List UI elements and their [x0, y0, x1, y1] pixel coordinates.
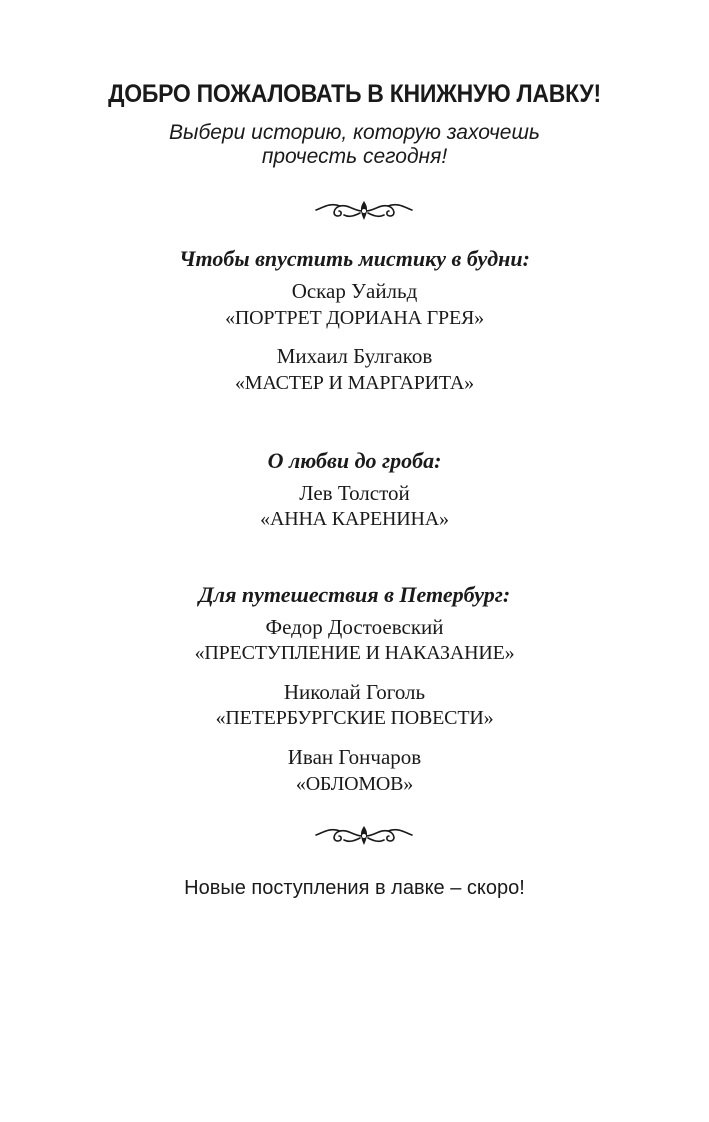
book-title: «ПРЕСТУПЛЕНИЕ И НАКАЗАНИЕ»: [194, 642, 515, 664]
page-title: ДОБРО ПОЖАЛОВАТЬ В КНИЖНУЮ ЛАВКУ!: [108, 80, 601, 108]
section-heading-love: О любви до гроба:: [267, 448, 442, 473]
book-author: Федор Достоевский: [265, 615, 444, 639]
subtitle-line-2: прочесть сегодня!: [261, 145, 448, 168]
section-heading-mysticism: Чтобы впустить мистику в будни:: [179, 246, 530, 271]
book-title: «ПЕТЕРБУРГСКИЕ ПОВЕСТИ»: [215, 707, 494, 729]
flourish-ornament-icon: [314, 198, 414, 224]
flourish-ornament-icon: [314, 823, 414, 849]
book-author: Оскар Уайльд: [291, 279, 418, 303]
book-title: «ОБЛОМОВ»: [295, 773, 414, 795]
book-title: «МАСТЕР И МАРГАРИТА»: [235, 372, 474, 394]
book-author: Лев Толстой: [299, 481, 410, 505]
section-heading-petersburg: Для путешествия в Петербург:: [198, 582, 511, 607]
book-title: «АННА КАРЕНИНА»: [260, 508, 449, 530]
book-title: «ПОРТРЕТ ДОРИАНА ГРЕЯ»: [225, 307, 484, 329]
book-author: Иван Гончаров: [287, 745, 422, 769]
book-author: Михаил Булгаков: [276, 344, 433, 368]
book-author: Николай Гоголь: [283, 680, 426, 704]
subtitle-line-1: Выбери историю, которую захочешь: [169, 121, 540, 144]
footer-note: Новые поступления в лавке – скоро!: [184, 877, 525, 899]
